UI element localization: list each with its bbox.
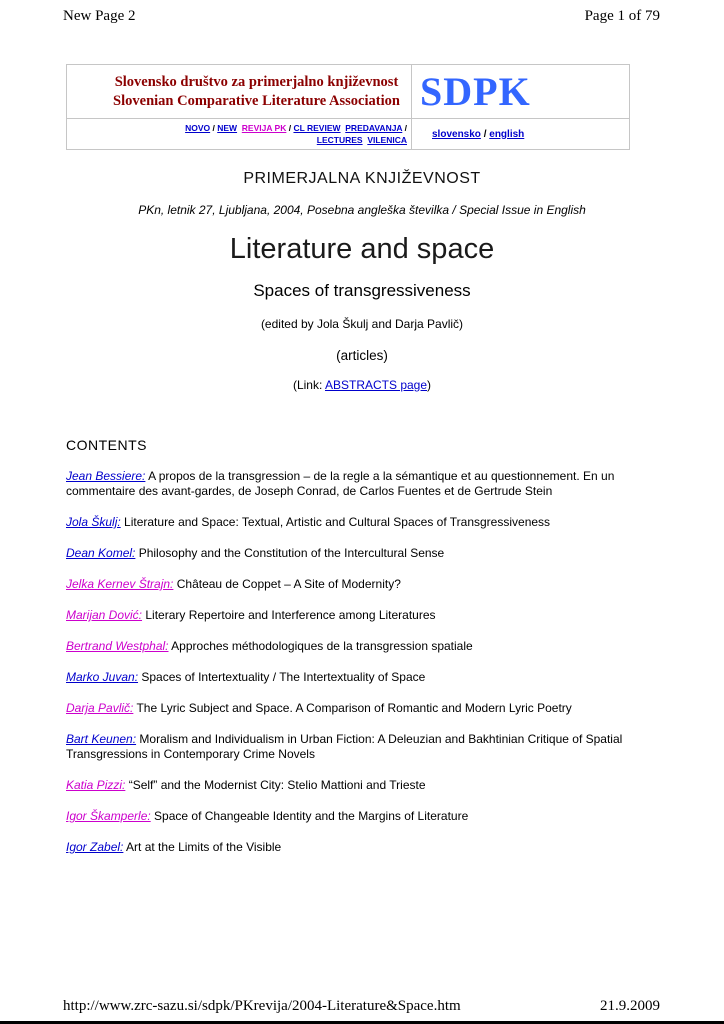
page-content [66,64,658,855]
abstracts-page-link[interactable]: ABSTRACTS page [324,378,428,392]
entry-title: Space of Changeable Identity and the Margins of Literature [150,809,469,823]
entry-title: “Self” and the Modernist City: Stelio Mattioni and Trieste [125,778,426,792]
masthead-table [66,64,630,150]
author-link[interactable]: Bertrand Westphal: [66,639,169,653]
intro-block [66,170,658,392]
sdpk-logo: SDPK [420,68,531,114]
contents-entry [66,670,658,685]
entry-title: Approches méthodologiques de la transgression spatiale [168,639,473,653]
contents-entry [66,577,658,592]
author-link[interactable]: Marko Juvan: [66,670,139,684]
static-text: / [402,123,407,133]
lang-link-slovensko[interactable]: slovensko [432,128,481,140]
issue-line: PKn, letnik 27, Ljubljana, 2004, Posebna angleška številka / Special Issue in English [138,203,586,217]
contents-list [66,469,658,855]
static-text: / [480,128,490,140]
edited-by-line: (edited by Jola Škulj and Darja Pavlič) [260,317,464,331]
lang-link-english[interactable]: english [489,128,525,140]
journal-heading: PRIMERJALNA KNJIŽEVNOST [243,170,481,187]
entry-title: Château de Coppet – A Site of Modernity? [173,577,401,591]
footer-date: 21.9.2009 [600,998,660,1014]
org-name-en: Slovenian Comparative Literature Association [113,92,400,109]
nav-line-2 [71,134,407,146]
author-link[interactable]: Igor Zabel: [66,840,124,854]
author-link[interactable]: Dean Komel: [66,546,136,560]
contents-entry [66,840,658,855]
footer-url: http://www.zrc-sazu.si/sdpk/PKrevija/2004-Literature&Space.htm [63,998,461,1014]
entry-title: A propos de la transgression – de la regle a la sémantique et au questionnement. En un commentaire des avant-gardes, de Joseph Conrad, de Carlos Fuentes et de Gertrude Stein [66,469,615,498]
contents-entry [66,639,658,654]
contents-entry [66,778,658,793]
author-link[interactable]: Marijan Dović: [66,608,143,622]
contents-entry [66,469,658,499]
entry-title: Literature and Space: Textual, Artistic and Cultural Spaces of Transgressiveness [120,515,551,529]
print-header [63,8,660,25]
nav-line-1 [71,122,407,134]
org-name-sl: Slovensko društvo za primerjalno književnost [114,73,399,90]
nav-link-novo[interactable]: NOVO [185,123,211,133]
nav-link-new[interactable]: NEW [217,123,238,133]
nav-link-predavanja[interactable]: PREDAVANJA [345,123,403,133]
entry-title: Art at the Limits of the Visible [123,840,282,854]
author-link[interactable]: Darja Pavlič: [66,701,134,715]
author-link[interactable]: Jola Škulj: [66,515,121,529]
print-header-title: New Page 2 [63,8,136,24]
print-footer [63,998,660,1015]
print-header-page-number: Page 1 of 79 [584,8,660,24]
page-subtitle: Spaces of transgressiveness [253,281,471,300]
contents-entry [66,809,658,824]
org-name-cell [67,65,412,119]
language-nav [412,119,630,150]
entry-title: Literary Repertoire and Interference among Literatures [142,608,436,622]
articles-line: (articles) [336,348,388,363]
author-link[interactable]: Jelka Kernev Štrajn: [66,577,174,591]
main-nav [67,119,412,150]
page-title: Literature and space [229,233,495,265]
abstracts-link-line [66,378,658,392]
entry-title: Spaces of Intertextuality / The Intertextuality of Space [138,670,426,684]
entry-title: Philosophy and the Constitution of the Intercultural Sense [135,546,445,560]
contents-entry [66,732,658,762]
entry-title: The Lyric Subject and Space. A Comparison of Romantic and Modern Lyric Poetry [133,701,572,715]
nav-link-vilenica[interactable]: VILENICA [367,135,407,145]
author-link[interactable]: Bart Keunen: [66,732,137,746]
author-link[interactable]: Jean Bessiere: [66,469,146,483]
static-text: ) [427,378,432,392]
static-text: / [286,123,294,133]
author-link[interactable]: Igor Škamperle: [66,809,151,823]
static-text: / [210,123,218,133]
static-text: (Link: [292,378,325,392]
contents-entry [66,701,658,716]
nav-link-revija-pk[interactable]: REVIJA PK [241,123,287,133]
author-link[interactable]: Katia Pizzi: [66,778,126,792]
nav-link-cl-review[interactable]: CL REVIEW [293,123,341,133]
contents-entry [66,546,658,561]
contents-heading: CONTENTS [66,437,147,453]
contents-entry [66,515,658,530]
contents-entry [66,608,658,623]
nav-link-lectures[interactable]: LECTURES [316,135,363,145]
logo-cell [412,65,630,119]
entry-title: Moralism and Individualism in Urban Fiction: A Deleuzian and Bakhtinian Critique of Spatial Transgressions in Contemporary Crime Novels [66,732,623,761]
